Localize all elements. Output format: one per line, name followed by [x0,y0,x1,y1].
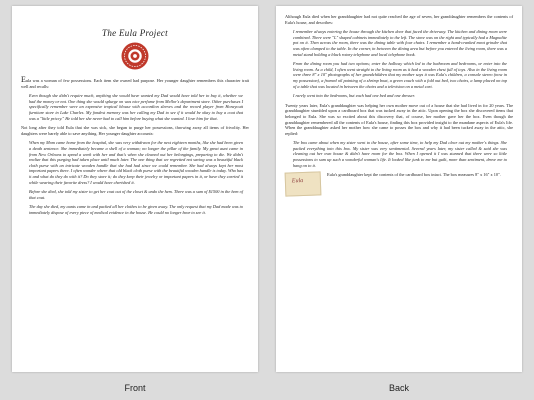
closing-paragraph: Eula's granddaughter kept the contents of the cardboard box intact. The box measures 8" x 16" x 10". [327,172,501,178]
quote-paragraph [21,140,249,185]
page-title: The Eula Project [102,28,168,38]
paragraph-text: I remember always entering the house through the kitchen door that faced the driveway. The kitchen and dining room were combined. There were "L" shaped cabinets immediately to the left. The stove was on the right and typically had a Magnalite pot on it. Then across the room, there was the dining table with four chairs. I remember a hand-cranked meat grinder that was often clamped to the table. In the corner, in between the dining area but before you entered the living room, there was a metal stand holding a black rotary telephone and local telephone book. [293,29,507,57]
quote-paragraph [21,189,249,200]
quote-paragraph [285,140,513,168]
paragraph-text: Not long after they told Eula that she was sick, she began to purge her possessions, throwing away all items of frivolity. Her daughters were barely able to save anything. Her younger daughter accounts: [21,125,249,136]
note-label: Eula [291,178,304,185]
medallion-logo-icon [120,41,150,71]
body-paragraph [21,125,249,136]
back-text [285,14,513,168]
front-caption: Front [124,383,146,393]
paragraph-text: The box came about when my sister went to the house, after some time, to help my Dad clear out my mother's things. She packed everything into this box. My sister was very sentimental. Several years later, my sister called & said she was cleaning out her own house & didn't have room for the box. When I opened it I was stunned that there were so little possessions to sum up such a wonderful woman's life. It looked like junk to me but guilt, more than sentiment, drove me to hang on to it. [293,140,507,168]
paragraph-text: I rarely went into the bedrooms, but each had one bed and one dresser. [293,93,415,99]
quote-paragraph [21,93,249,121]
paragraph-text: ula was a woman of few possessions. Each item she owned had purpose. Her younger daughter remembers this character trait well and recalls: [21,78,249,89]
drop-cap: E [21,75,26,84]
paragraph-text: The day she died, my aunts came in and packed all her clothes to be given away. The only request that my Dad made was to immediately dispose of every piece of medical evidence in the house. He could no longer bear to see it. [29,204,243,215]
back-caption: Back [388,383,409,393]
paragraph-text: Although Eula died when her granddaughter had not quite reached the age of seven, her granddaughter remembers the contents of Eula's house, and describes: [285,14,513,25]
body-paragraph [21,77,249,89]
quote-paragraph [21,204,249,215]
quote-paragraph [285,93,513,99]
paragraph-text: From the dining room you had two options; enter the hallway which led to the bathroom and bedrooms, or enter into the living room. As a child, I often went straight to the living room as it had a wooden chest full of toys. Also in the living room were three 8" x 10" photographs of her grandchildren that my mother says it was Eula's children, a console stereo (now in my possession), a framed oil painting of a shrimp boat, a green couch with a fold out bed, two chairs, a lamp placed on top of a table that was located in between the chairs and a television on a metal cart. [293,61,507,89]
front-text [21,77,249,215]
paragraph-text: When my Mom came home from the hospital, she was very withdrawn for the next eighteen months, like she had been given a death sentence. She immediately became a shell of a woman; no longer the pillar of the family. My great aunt came in from New Orleans to spend a week with her and that's when she cleaned out her belongings, preparing to die. We didn't realize that this purging had taken place until much later. The one thing that we regretted not saving was a beautiful black cloth purse with an intricate wooden handle that she had had since we could remember. She had always kept her most important papers there. I often wonder where that old black cloth purse with the beautiful wooden handle is today. Who has it and what do they do with it? Do they store it; do they keep their jewelry or important papers in it, or have they carried it while wearing their favorite dress? I would have cherished it. [29,140,243,185]
front-page [12,6,258,372]
quote-paragraph [285,61,513,89]
body-paragraph [285,14,513,25]
back-page [276,6,522,372]
quote-paragraph [285,29,513,57]
closing-row [285,172,513,196]
paragraph-text: Twenty years later, Eula's granddaughter was helping her own mother move out of a house that she had lived in for 20 years. The granddaughter stumbled upon a cardboard box that was tucked away in the attic. Upon opening the box she discovered items that belonged to Eula. She was so excited about this discovery that, of course, her mother gave her the box. Even though the granddaughter remembered all the contents of Eula's house, finding this box provided insight to the mundane aspects of Eula's life. When the granddaughter asked her mother how she came to posses the box and why it had been tucked away in the attic, she replied: [285,102,513,136]
handwritten-note-image [285,172,322,197]
paragraph-text: Even though she didn't require much, anything she would have wanted my Dad would have told her to buy it, whether we had the money or not. One thing she would splurge on was nice perfume from Mellor's department store. Other purchases I specifically remember were an expensive tropical blouse with accordion sleeves and the record player from Honeycutt furniture store in Lake Charles. My fondest memory was her calling my Dad to see if it would be okay to buy a coat that was a "little pricey." He told her she never had to call him before buying what she wanted. I love him for that. [29,93,243,121]
paragraph-text: Before she died, she told my sister to get her coat out of the closet & undo the hem. There was a sum of $1500 in the hem of that coat. [29,189,243,200]
body-paragraph [285,103,513,137]
